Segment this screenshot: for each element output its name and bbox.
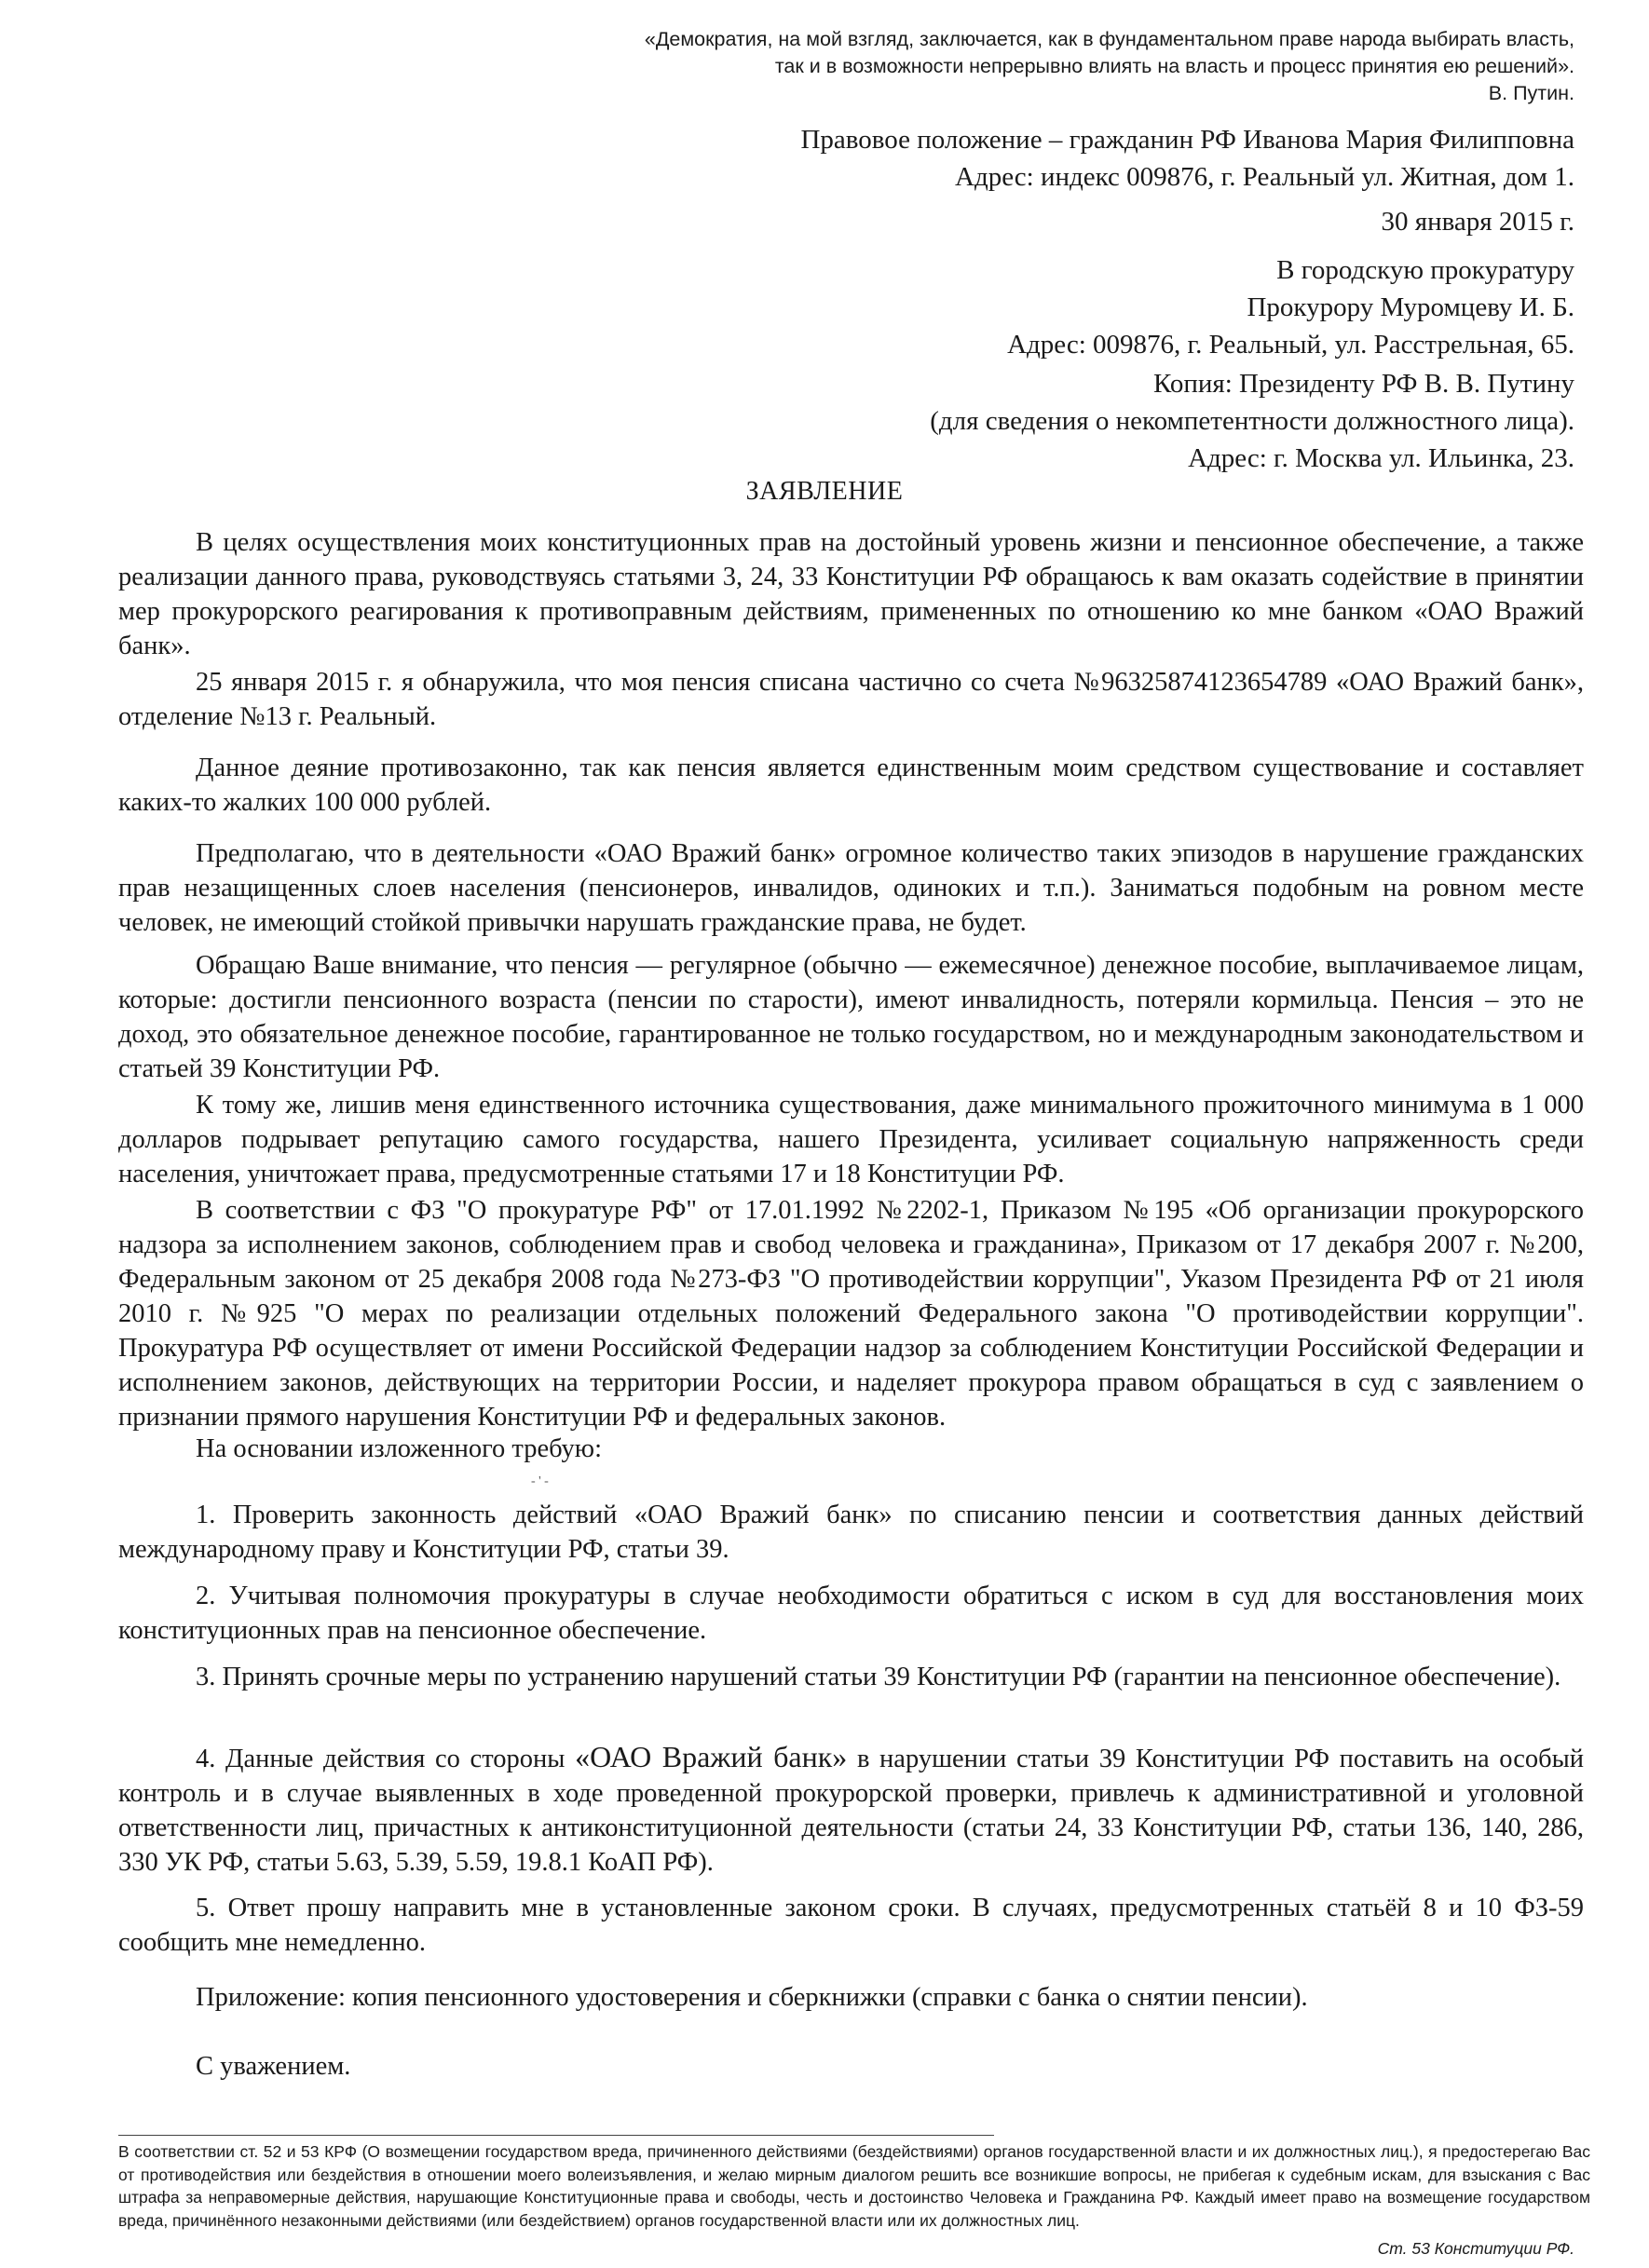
footnote-divider	[118, 2135, 994, 2136]
document-date: 30 января 2015 г.	[1381, 207, 1574, 237]
epigraph	[559, 26, 1574, 107]
copy-note: (для сведения о некомпетентности должностного лица).	[930, 406, 1574, 436]
annex-text: Приложение: копия пенсионного удостоверения и сберкнижки (справки с банка о снятии пенсии).	[196, 1983, 1308, 2012]
demand-item	[118, 1891, 1584, 1960]
paragraph-text: Обращаю Ваше внимание, что пенсия — регулярное (обычно — ежемесячное) денежное пособие, выплачиваемое лицам, которые: достигли пенсионного возраста (пенсии по старости), имеют инвалидность, потеряли кормильца. Пенсия – это не доход, это обязательное денежное пособие, гарантированное не только государством, но и международным законодательством и статьей 39 Конституции РФ.	[118, 951, 1584, 1083]
document-title: ЗАЯВЛЕНИЕ	[745, 477, 904, 506]
recipient-name: Прокурору Муромцеву И. Б.	[1247, 292, 1574, 322]
stray-mark: - ' -	[531, 1474, 549, 1488]
demand-item-text: 3. Принять срочные меры по устранению нарушений статьи 39 Конституции РФ (гарантии на пенсионное обеспечение).	[196, 1663, 1561, 1691]
paragraph	[118, 948, 1584, 1086]
recipient-organization: В городскую прокуратуру	[1276, 255, 1574, 285]
demand-item-rest: в нарушении статьи 39 Конституции РФ поставить на особый контроль и в случае выявленных в ходе проведенной прокурорской проверки, привлечь к административной и уголовной ответственности лиц, причастных к антиконституционной деятельности (статьи 24, 33 Конституции РФ, статьи 136, 140, 286, 330 УК РФ, статьи 5.63, 5.39, 5.59, 19.8.1 КоАП РФ).	[118, 1745, 1585, 1877]
copy-recipient: Копия: Президенту РФ В. В. Путину	[1152, 369, 1574, 399]
demand-item	[118, 1498, 1584, 1567]
date-block	[522, 203, 1574, 240]
applicant-block	[522, 121, 1574, 196]
paragraph	[118, 665, 1584, 734]
paragraph-text: Предполагаю, что в деятельности «ОАО Вражий банк» огромное количество таких эпизодов в нарушение гражданских прав незащищенных слоев населения (пенсионеров, инвалидов, одиноких и т.п.). Заниматься подобным на ровном месте человек, не имеющий стойкой привычки нарушать гражданские права, не будет.	[118, 839, 1584, 937]
demand-item-text: 5. Ответ прошу направить мне в установленные законом сроки. В случаях, предусмотренных статьёй 8 и 10 ФЗ-59 сообщить мне немедленно.	[118, 1894, 1584, 1957]
paragraph	[118, 525, 1584, 663]
demand-item	[118, 1660, 1584, 1694]
copy-address: Адрес: г. Москва ул. Ильинка, 23.	[1188, 443, 1574, 473]
demand-item-prefix: 4. Данные действия со стороны	[196, 1745, 576, 1773]
recipient-address: Адрес: 009876, г. Реальный, ул. Расстрельная, 65.	[1007, 330, 1574, 360]
footnote-citation: Ст. 53 Конституции РФ.	[1377, 2239, 1574, 2258]
paragraph-text: В соответствии с ФЗ "О прокуратуре РФ" от 17.01.1992 №2202-1, Приказом №195 «Об организации прокурорского надзора за исполнением законов, соблюдением прав и свобод человека и гражданина», Приказом от 17 декабря 2007 г. №200, Федеральным законом от 25 декабря 2008 года №273-ФЗ "О противодействии коррупции", Указом Президента РФ от 21 июля 2010 г. №925 "О мерах по реализации отдельных положений Федерального закона "О противодействии коррупции". Прокуратура РФ осуществляет от имени Российской Федерации надзор за соблюдением Конституции Российской Федерации и исполнением законов, действующих на территории России, и наделяет прокурора правом обращаться в суд с заявлением о признании прямого нарушения Конституции РФ и федеральных законов.	[118, 1196, 1584, 1432]
paragraph-text: К тому же, лишив меня единственного источника существования, даже минимального прожиточного минимума в 1 000 долларов подрывает репутацию самого государства, нашего Президента, усиливает социальную напряженность среди населения, уничтожает права, предусмотренные статьями 17 и 18 Конституции РФ.	[118, 1091, 1584, 1188]
paragraph-text: В целях осуществления моих конституционных прав на достойный уровень жизни и пенсионное обеспечение, а также реализации данного права, руководствуясь статьями 3, 24, 33 Конституции РФ обращаюсь к вам оказать содействие в принятии мер прокурорского реагирования к противоправным действиям, примененных по отношению ко мне банком «ОАО Вражий банк».	[118, 528, 1584, 660]
epigraph-line: «Демократия, на мой взгляд, заключается, как в фундаментальном праве народа выбирать власть,	[644, 28, 1574, 50]
applicant-status: Правовое положение – гражданин РФ Иванова Мария Филипповна	[800, 125, 1574, 155]
applicant-address: Адрес: индекс 009876, г. Реальный ул. Житная, дом 1.	[955, 162, 1574, 192]
demand-item	[118, 1740, 1584, 1880]
paragraph	[118, 751, 1584, 820]
bank-name: «ОАО Вражий банк»	[575, 1740, 848, 1773]
epigraph-line: так и в возможности непрерывно влиять на власть и процесс принятия ею решений».	[774, 55, 1574, 77]
demand-item-text	[118, 1740, 1584, 1880]
paragraph	[118, 836, 1584, 940]
closing-text: С уважением.	[196, 2052, 351, 2081]
demand-item-text: 2. Учитывая полномочия прокуратуры в случае необходимости обратиться с иском в суд для восстановления моих конституционных прав на пенсионное обеспечение.	[118, 1582, 1584, 1645]
demand-item-text: 1. Проверить законность действий «ОАО Вражий банк» по списанию пенсии и соответствия данных действий международному праву и Конституции РФ, статьи 39.	[118, 1501, 1584, 1564]
epigraph-author: В. Путин.	[1488, 82, 1574, 104]
copy-block	[522, 365, 1574, 477]
demand-intro	[118, 1432, 1584, 1466]
paragraph-text: На основании изложенного требую:	[196, 1434, 603, 1463]
recipient-block	[522, 251, 1574, 363]
paragraph	[118, 1088, 1584, 1191]
paragraph-text: Данное деяние противозаконно, так как пенсия является единственным моим средством существование и составляет каких-то жалких 100 000 рублей.	[118, 754, 1584, 817]
closing	[118, 2049, 1584, 2084]
footnote: В соответствии ст. 52 и 53 КРФ (О возмещении государством вреда, причиненного действиями (бездействиями) органов государственной власти и их должностных лиц.), я предостерегаю Вас от противодействия или бездействия в отношении моего волеизъявления, и желаю мирным диалогом решить все возникшие вопросы, не прибегая к судебным искам, для взыскания с Вас штрафа за неправомерные действия, нарушающие Конституционные права и свободы, честь и достоинство Человека и Гражданина РФ. Каждый имеет право на возмещение государством вреда, причинённого незаконными действиями (или бездействием) органов государственной власти или их должностных лиц.	[118, 2142, 1590, 2230]
annex	[118, 1980, 1584, 2015]
paragraph-text: 25 января 2015 г. я обнаружила, что моя пенсия списана частично со счета №96325874123654789 «ОАО Вражий банк», отделение №13 г. Реальный.	[118, 668, 1584, 731]
paragraph	[118, 1193, 1584, 1434]
demand-item	[118, 1579, 1584, 1648]
